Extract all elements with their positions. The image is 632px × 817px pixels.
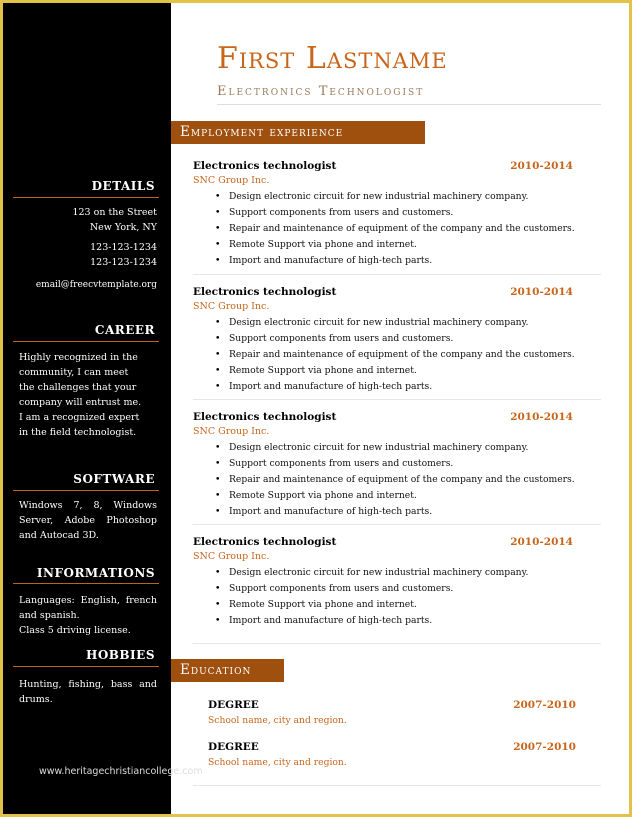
job-divider <box>193 399 601 400</box>
software-heading: SOFTWARE <box>73 472 155 486</box>
list-item: • Import and manufacture of high-tech parts. <box>215 504 575 520</box>
job-title: Electronics technologist <box>193 536 337 548</box>
list-item: • Import and manufacture of high-tech parts. <box>215 613 528 629</box>
email-link[interactable]: email@freecvtemplate.org <box>35 280 157 290</box>
school-name: School name, city and region. <box>208 757 347 768</box>
list-item: • Remote Support via phone and internet. <box>215 363 575 379</box>
software-text: Windows 7, 8, Windows Server, Adobe Photoshop and Autocad 3D. <box>19 500 157 541</box>
education-section-heading: Education <box>171 659 284 682</box>
sidebar <box>3 3 171 814</box>
list-item: • Repair and maintenance of equipment of the company and the customers. <box>215 347 575 363</box>
job-duties <box>215 440 575 520</box>
school-name: School name, city and region. <box>208 715 347 726</box>
job-title: Electronics technologist <box>193 411 337 423</box>
degree-years: 2007-2010 <box>513 741 576 753</box>
job-company: SNC Group Inc. <box>193 426 270 437</box>
hobbies-divider <box>13 666 159 667</box>
informations-divider <box>13 583 159 584</box>
job-title: Electronics technologist <box>193 160 337 172</box>
job-title: Electronics technologist <box>193 286 337 298</box>
job-years: 2010-2014 <box>510 286 573 298</box>
address-city: New York, NY <box>89 222 157 233</box>
job-duties <box>215 315 575 395</box>
list-item: • Repair and maintenance of equipment of the company and the customers. <box>215 221 575 237</box>
license-text: Class 5 driving license. <box>19 625 131 636</box>
list-item: • Design electronic circuit for new industrial machinery company. <box>215 440 575 456</box>
career-divider <box>13 341 159 342</box>
hobbies-heading: HOBBIES <box>85 648 155 662</box>
list-item: • Import and manufacture of high-tech parts. <box>215 379 575 395</box>
list-item: • Support components from users and customers. <box>215 205 575 221</box>
list-item: • Support components from users and customers. <box>215 581 528 597</box>
job-duties <box>215 565 528 629</box>
degree-years: 2007-2010 <box>513 699 576 711</box>
list-item: • Remote Support via phone and internet. <box>215 597 528 613</box>
career-heading: CAREER <box>94 323 155 337</box>
education-divider <box>193 785 601 786</box>
list-item: • Remote Support via phone and internet. <box>215 488 575 504</box>
job-company: SNC Group Inc. <box>193 175 270 186</box>
job-years: 2010-2014 <box>510 411 573 423</box>
list-item: • Remote Support via phone and internet. <box>215 237 575 253</box>
list-item: • Design electronic circuit for new industrial machinery company. <box>215 315 575 331</box>
software-divider <box>13 490 159 491</box>
degree-title: DEGREE <box>208 699 259 711</box>
job-years: 2010-2014 <box>510 160 573 172</box>
phone-primary: 123-123-1234 <box>90 242 157 253</box>
list-item: • Import and manufacture of high-tech parts. <box>215 253 575 269</box>
list-item: • Design electronic circuit for new industrial machinery company. <box>215 565 528 581</box>
career-text: Highly recognized in the community, I can meet the challenges that your company will entrust me. I am a recognized expert in the field technologist. <box>19 352 142 438</box>
watermark-url: www.heritagechristiancollege.com <box>39 766 203 777</box>
job-subtitle: Electronics Technologist <box>217 84 425 99</box>
address-street: 123 on the Street <box>72 207 157 218</box>
job-company: SNC Group Inc. <box>193 301 270 312</box>
list-item: • Support components from users and customers. <box>215 331 575 347</box>
degree-title: DEGREE <box>208 741 259 753</box>
job-company: SNC Group Inc. <box>193 551 270 562</box>
employment-section-heading: Employment experience <box>171 121 425 144</box>
list-item: • Repair and maintenance of equipment of the company and the customers. <box>215 472 575 488</box>
candidate-name: First Lastname <box>217 41 448 76</box>
list-item: • Design electronic circuit for new industrial machinery company. <box>215 189 575 205</box>
list-item: • Support components from users and customers. <box>215 456 575 472</box>
details-divider <box>13 197 159 198</box>
phone-secondary: 123-123-1234 <box>90 257 157 268</box>
details-heading: DETAILS <box>91 179 155 193</box>
job-divider <box>193 524 601 525</box>
languages-text: Languages: English, french and spanish. <box>19 595 157 621</box>
job-duties <box>215 189 575 269</box>
job-divider <box>193 643 601 644</box>
header-divider <box>217 104 601 105</box>
job-divider <box>193 274 601 275</box>
informations-heading: INFORMATIONS <box>36 566 155 580</box>
hobbies-text: Hunting, fishing, bass and drums. <box>19 679 157 705</box>
job-years: 2010-2014 <box>510 536 573 548</box>
